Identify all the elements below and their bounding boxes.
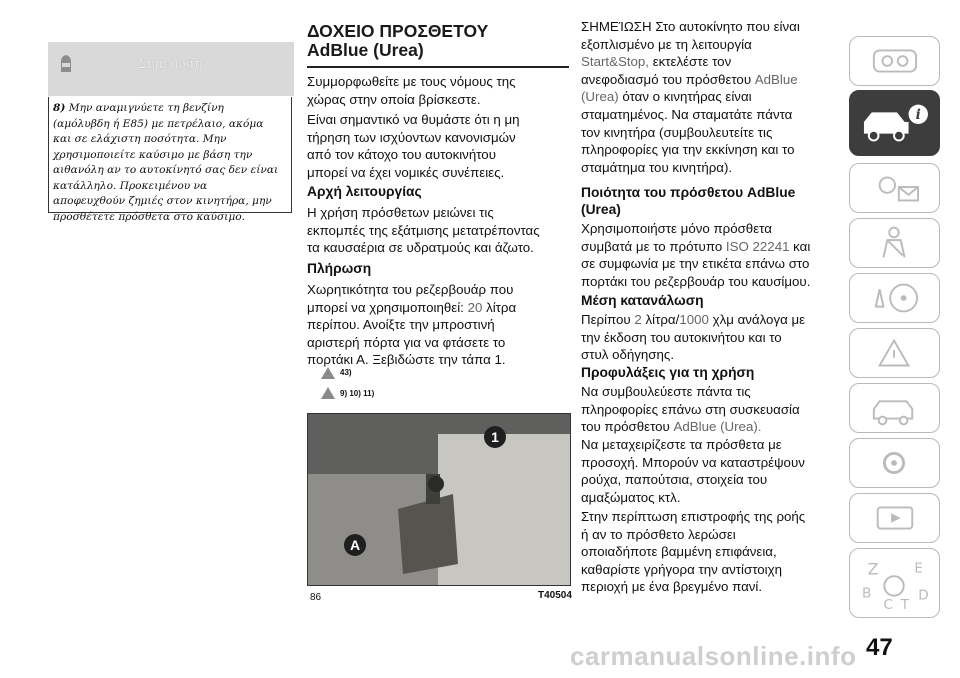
tab-multimedia[interactable] bbox=[849, 493, 940, 543]
svg-text:i: i bbox=[915, 107, 921, 124]
callout-1: 1 bbox=[484, 426, 506, 448]
text-line: Η χρήση πρόσθετων μειώνει τις bbox=[307, 205, 494, 220]
text-line: από τον κάτοχο του αυτοκινήτου bbox=[307, 147, 496, 163]
text-line: αριστερή πόρτα για να φτάσετε το bbox=[307, 334, 506, 350]
text-line: ΣΗΜΕΊΩΣΗ Στο αυτοκίνητο που είναι bbox=[581, 19, 800, 34]
heading-consumption: Μέση κατανάλωση bbox=[581, 293, 704, 308]
paragraph-consumption bbox=[581, 311, 843, 364]
dashboard-icon bbox=[850, 37, 939, 85]
adblue-tank-photo bbox=[307, 413, 571, 586]
text-span: λίτρα bbox=[482, 299, 517, 315]
paragraph-laws bbox=[307, 73, 569, 108]
text-span: του πρόσθετου bbox=[581, 419, 674, 435]
heading-line: (Urea) bbox=[581, 202, 621, 217]
caution-car-icon bbox=[320, 386, 336, 400]
car-info-icon bbox=[850, 91, 939, 155]
section-title bbox=[307, 22, 569, 60]
paragraph-precautions bbox=[581, 383, 843, 436]
section-title-line1: ΔΟΧΕΙΟ ΠΡΟΣΘΕΤΟΥ bbox=[307, 21, 489, 41]
multimedia-icon bbox=[850, 494, 939, 542]
text-line: πληροφορίες για την εκκίνηση και το bbox=[581, 142, 795, 158]
text-line bbox=[581, 238, 843, 256]
index-letter: C bbox=[883, 597, 893, 614]
warning-car-icon bbox=[320, 366, 336, 380]
tab-warning-lights[interactable] bbox=[849, 163, 940, 213]
text-line: Συμμορφωθείτε με τους νόμους της bbox=[307, 74, 516, 89]
text-span: συμβατά με το πρότυπο bbox=[581, 238, 726, 254]
tab-starting-driving[interactable] bbox=[849, 273, 940, 323]
note-line: χρησιμοποιείτε καύσιμο με βάση την bbox=[53, 148, 253, 161]
text-line bbox=[581, 71, 843, 89]
text-line: χώρας στην οποία βρίσκεστε. bbox=[307, 91, 481, 107]
text-line: καθαρίστε γρήγορα την αντίστοιχη bbox=[581, 561, 782, 577]
paragraph-quality bbox=[581, 220, 843, 290]
text-line: ή αν το πρόσθετο λερώσει bbox=[581, 526, 736, 542]
paragraph-principle bbox=[307, 204, 569, 257]
consumption-value: 2 bbox=[634, 312, 642, 327]
tab-maintenance[interactable] bbox=[849, 383, 940, 433]
capacity-value: 20 bbox=[467, 299, 483, 315]
photo-illustration bbox=[308, 414, 570, 585]
text-line: τήρηση των ισχύοντων κανονισμών bbox=[307, 129, 516, 145]
note-line: Μην αναμιγνύετε τη βενζίνη bbox=[68, 102, 224, 114]
text-span: μπορεί να χρησιμοποιηθεί: bbox=[307, 299, 468, 315]
text-span: χλμ ανάλογα με bbox=[708, 312, 806, 327]
text-line: τον κινητήρα (συμβουλευτείτε τις bbox=[581, 124, 773, 140]
note-line: προσθέτετε πρόσθετα στο καύσιμο. bbox=[53, 210, 245, 223]
gear-icon bbox=[850, 439, 939, 487]
text-line: Χωρητικότητα του ρεζερβουάρ που bbox=[307, 282, 514, 297]
heading-line: Ποιότητα του πρόσθετου AdBlue bbox=[581, 185, 796, 200]
text-line: Χρησιμοποιήστε μόνο πρόσθετα bbox=[581, 221, 772, 236]
text-line: Να συμβουλεύεστε πάντα τις bbox=[581, 384, 751, 399]
text-line: στυλ οδήγησης. bbox=[581, 347, 675, 363]
text-span: Περίπου bbox=[581, 312, 635, 327]
note-line: και σε ελάχιστη ποσότητα. Μην bbox=[53, 133, 227, 145]
index-letters-icon bbox=[850, 549, 939, 617]
caution-refs: 9) 10) 11) bbox=[340, 389, 375, 398]
tab-index[interactable] bbox=[849, 548, 940, 618]
text-span: AdBlue (Urea). bbox=[673, 419, 762, 435]
text-line: εκπομπές της εξάτμισης μετατρέποντας bbox=[307, 222, 540, 238]
text-span: Start&Stop, bbox=[581, 54, 649, 70]
text-line: σταμάτημα του κινητήρα). bbox=[581, 159, 733, 175]
heading-quality bbox=[581, 184, 843, 218]
paragraph-note-startstop bbox=[581, 18, 843, 176]
callout-A: A bbox=[344, 534, 366, 556]
text-line bbox=[581, 311, 843, 329]
tab-safety[interactable] bbox=[849, 218, 940, 268]
text-line: σταματημένος. Να σταματάτε πάντα bbox=[581, 106, 793, 122]
text-line: περίπου. Ανοίξτε την μπροστινή bbox=[307, 317, 495, 333]
text-span: λίτρα/ bbox=[641, 312, 680, 327]
note-body bbox=[48, 97, 292, 223]
text-span: ανεφοδιασμό του πρόσθετου bbox=[581, 71, 755, 87]
tab-emergency[interactable] bbox=[849, 328, 940, 378]
steering-wheel-icon bbox=[850, 274, 939, 322]
figure-number: 86 bbox=[310, 592, 322, 603]
heading-principle: Αρχή λειτουργίας bbox=[307, 184, 422, 199]
heading-fill: Πλήρωση bbox=[307, 261, 372, 276]
index-letter: E bbox=[914, 560, 924, 577]
text-line: αμαξώματος κτλ. bbox=[581, 489, 681, 505]
tab-car-info[interactable] bbox=[849, 90, 940, 156]
note-number: 8) bbox=[53, 102, 66, 114]
index-letter: T bbox=[900, 597, 910, 614]
paragraph-spill bbox=[581, 508, 843, 596]
text-span: AdBlue bbox=[754, 71, 798, 87]
text-line: Είναι σημαντικό να θυμάστε ότι η μη bbox=[307, 112, 520, 127]
text-line: οποιαδήποτε βαμμένη επιφάνεια, bbox=[581, 544, 777, 560]
paragraph-fill bbox=[307, 281, 569, 369]
note-line: (αμόλυβδη ή E85) με πετρέλαιο, ακόμα bbox=[53, 117, 264, 130]
text-line: σε συμφωνία με την ετικέτα επάνω στο bbox=[581, 256, 810, 272]
seatbelt-icon bbox=[850, 219, 939, 267]
iso-standard: ISO 22241 bbox=[725, 238, 790, 254]
text-line: πληροφορίες επάνω στη συσκευασία bbox=[581, 401, 800, 417]
text-line: τα καυσαέρια σε υδρατμούς και άζωτο. bbox=[307, 240, 534, 256]
warning-ref: 43) bbox=[340, 368, 352, 377]
text-line: Στην περίπτωση επιστροφής της ροής bbox=[581, 509, 806, 524]
note-line: αιθανόλη αν το αυτοκίνητό σας δεν είναι bbox=[53, 164, 279, 176]
text-line: Να μεταχειρίζεστε τα πρόσθετα με bbox=[581, 437, 782, 452]
index-letter: D bbox=[918, 587, 929, 604]
text-line: μπορεί να έχει νομικές συνέπειες. bbox=[307, 164, 505, 180]
note-title: Σημείωση bbox=[137, 57, 203, 72]
paragraph-compliance bbox=[307, 111, 569, 181]
text-line bbox=[581, 53, 843, 71]
index-letter: B bbox=[861, 585, 872, 602]
tab-technical-data[interactable] bbox=[849, 438, 940, 488]
text-line bbox=[581, 418, 843, 436]
warning-light-icon bbox=[850, 164, 939, 212]
heading-precautions: Προφυλάξεις για τη χρήση bbox=[581, 365, 755, 380]
text-line: πορτάκι του ρεζερβουάρ του καυσίμου. bbox=[581, 273, 811, 289]
text-span: (Urea) bbox=[581, 89, 619, 105]
page-number: 47 bbox=[866, 634, 893, 661]
text-line: την έκδοση του αυτοκινήτου και το bbox=[581, 329, 782, 345]
tab-dashboard[interactable] bbox=[849, 36, 940, 86]
index-letter: Z bbox=[867, 560, 879, 579]
text-line: ρούχα, παπούτσια, στοιχεία του bbox=[581, 472, 768, 488]
car-service-icon bbox=[850, 384, 939, 432]
emergency-icon bbox=[850, 329, 939, 377]
text-line bbox=[581, 88, 843, 106]
paragraph-handling bbox=[581, 436, 843, 506]
text-line: πορτάκι Α. Ξεβιδώστε την τάπα 1. bbox=[307, 352, 506, 368]
figure-code: T40504 bbox=[538, 590, 572, 601]
text-line bbox=[307, 299, 569, 317]
text-span: και bbox=[789, 238, 811, 254]
text-span: όταν ο κινητήρας είναι bbox=[618, 89, 752, 105]
text-span: εκτελέστε τον bbox=[649, 54, 732, 70]
watermark: carmanualsonline.info bbox=[570, 641, 857, 671]
text-line: περιοχή με ένα βρεγμένο πανί. bbox=[581, 579, 763, 595]
text-line: προσοχή. Μπορούν να καταστρέψουν bbox=[581, 454, 805, 470]
section-title-line2: AdBlue (Urea) bbox=[307, 40, 424, 60]
note-line: αποφευχθούν ζημιές στον κινητήρα, μην bbox=[53, 195, 272, 207]
text-line: εξοπλισμένο με τη λειτουργία bbox=[581, 36, 752, 52]
title-divider bbox=[307, 66, 569, 68]
note-line: κατάλληλο. Προκειμένου να bbox=[53, 179, 208, 192]
consumption-distance: 1000 bbox=[679, 312, 709, 327]
